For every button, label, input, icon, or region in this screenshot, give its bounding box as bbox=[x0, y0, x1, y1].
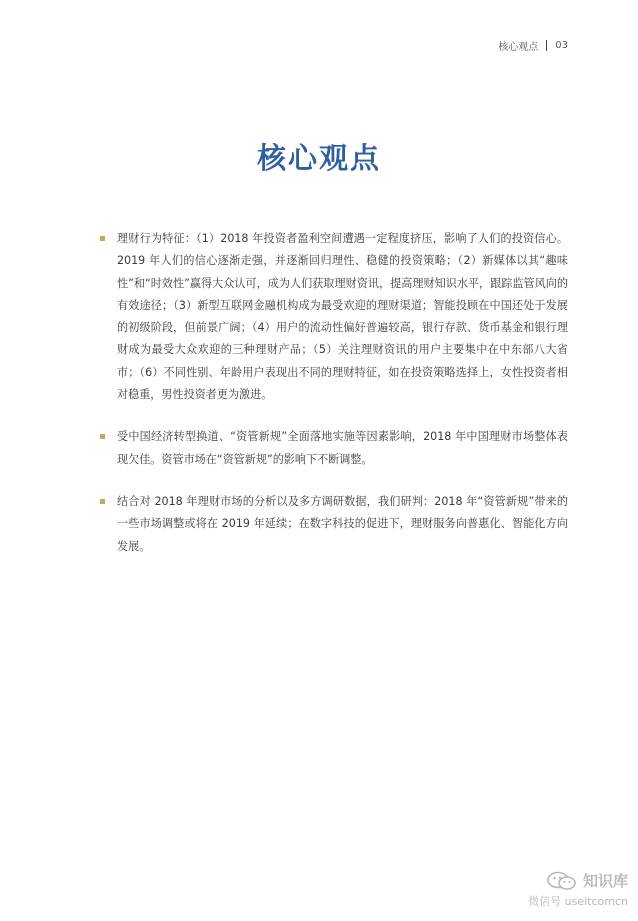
key-points-list bbox=[100, 228, 568, 578]
watermark-account: 微信号 useitcomcn bbox=[528, 895, 628, 908]
wechat-icon bbox=[547, 871, 577, 891]
watermark bbox=[528, 870, 628, 909]
watermark-brand: 知识库 bbox=[582, 872, 628, 890]
bullet-marker bbox=[100, 236, 105, 241]
key-point-1 bbox=[100, 228, 568, 406]
header-section-label: 核心观点 bbox=[498, 42, 539, 53]
key-point-2 bbox=[100, 426, 568, 471]
key-point-text: 结合对 2018 年理财市场的分析以及多方调研数据，我们研判：2018 年“资管新规”带来的一些市场调整或将在 2019 年延续；在数字科技的促进下，理财服务向普惠化、智能化方向发展。 bbox=[117, 494, 568, 553]
page-header bbox=[498, 38, 568, 53]
watermark-brand-row bbox=[528, 870, 628, 891]
header-divider bbox=[546, 40, 547, 51]
page-number: 03 bbox=[555, 40, 568, 51]
key-point-3 bbox=[100, 491, 568, 558]
bullet-marker bbox=[100, 434, 105, 439]
bullet-marker bbox=[100, 499, 105, 504]
key-point-text: 理财行为特征：（1）2018 年投资者盈利空间遭遇一定程度挤压，影响了人们的投资信心。2019 年人们的信心逐渐走强，并逐渐回归理性、稳健的投资策略；（2）新媒体以其“趣味性”和“时效性”赢得大众认可，成为人们获取理财资讯，提高理财知识水平，跟踪监管风向的有效途径；（3）新型互联网金融机构成为最受欢迎的理财渠道；智能投顾在中国还处于发展的初级阶段，但前景广阔；（4）用户的流动性偏好普遍较高，银行存款、货币基金和银行理财成为最受大众欢迎的三种理财产品；（5）关注理财资讯的用户主要集中在中东部八大省市；（6）不同性别、年龄用户表现出不同的理财特征，如在投资策略选择上，女性投资者相对稳重，男性投资者更为激进。 bbox=[117, 232, 568, 402]
key-point-text: 受中国经济转型换道、“资管新规”全面落地实施等因素影响，2018 年中国理财市场整体表现欠佳。资管市场在“资管新规”的影响下不断调整。 bbox=[117, 430, 568, 466]
page-title: 核心观点 bbox=[256, 141, 381, 175]
